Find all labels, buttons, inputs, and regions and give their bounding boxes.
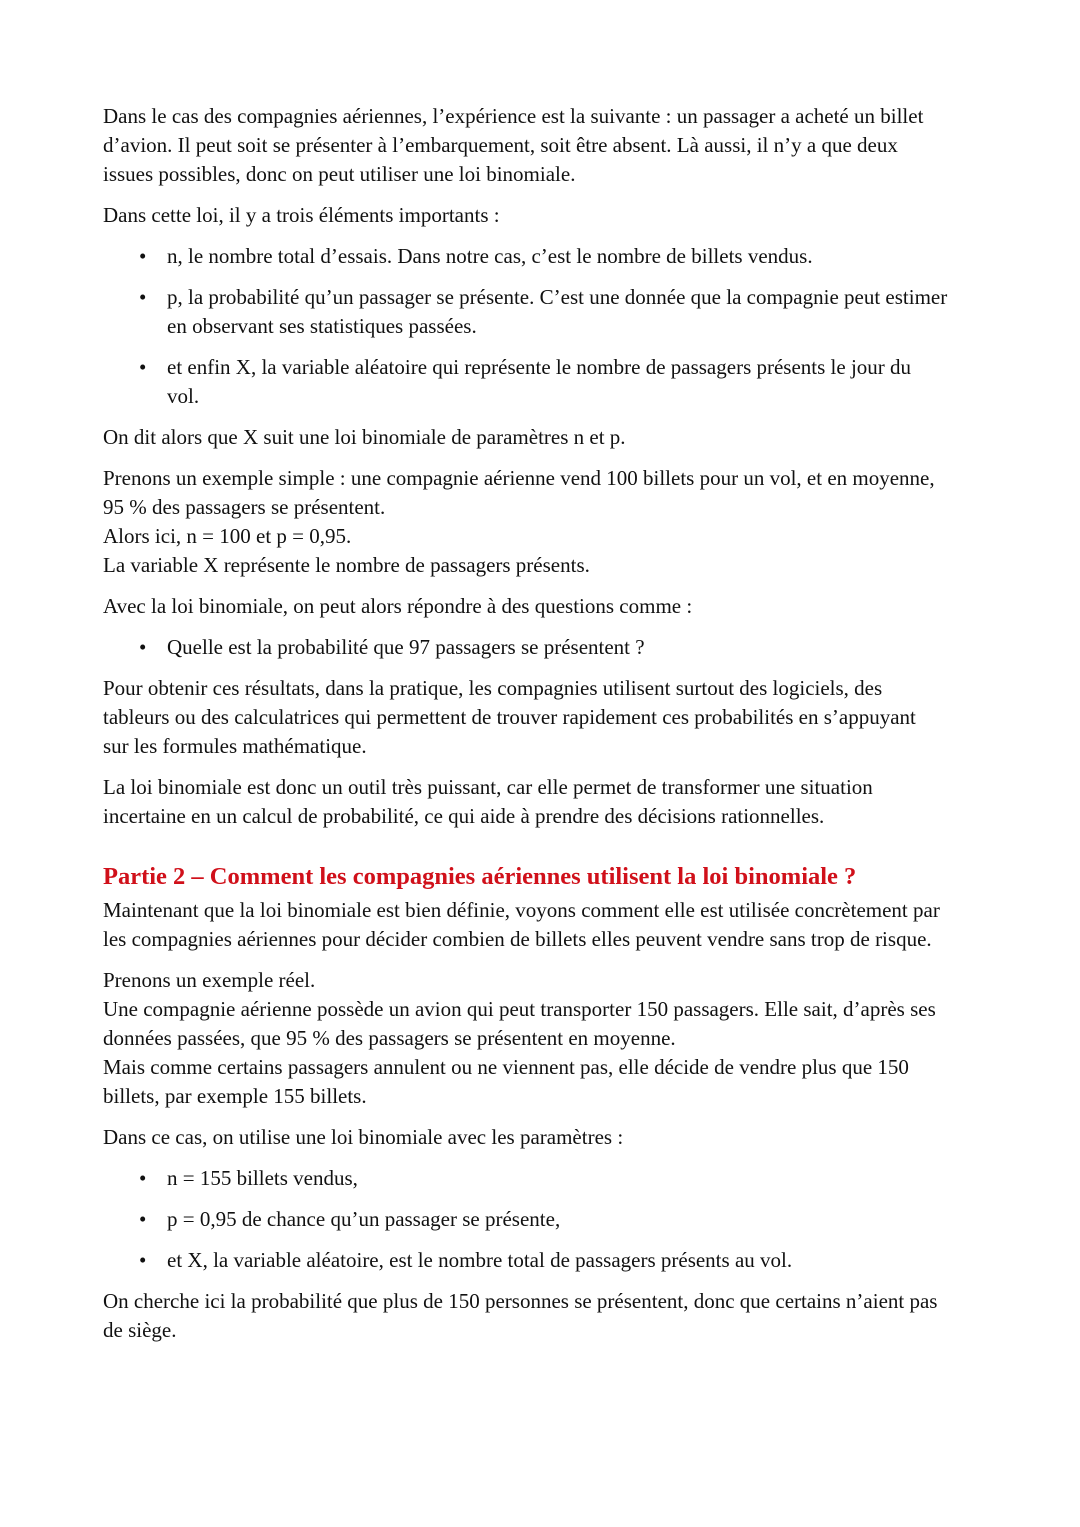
- text-line: d’avion. Il peut soit se présenter à l’embarquement, soit être absent. Là aussi, il n’y a que deux: [103, 133, 898, 157]
- paragraph: [103, 201, 983, 230]
- text-line: tableurs ou des calculatrices qui permettent de trouver rapidement ces probabilités en s’appuyant: [103, 705, 916, 729]
- bullet-icon: •: [139, 285, 147, 309]
- paragraph: [103, 896, 983, 954]
- text-line: Avec la loi binomiale, on peut alors répondre à des questions comme :: [103, 594, 693, 618]
- text-line: données passées, que 95 % des passagers se présentent en moyenne.: [103, 1026, 676, 1050]
- text-line: On cherche ici la probabilité que plus de 150 personnes se présentent, donc que certains n’aient pas: [103, 1289, 938, 1313]
- text-line: La variable X représente le nombre de passagers présents.: [103, 553, 590, 577]
- text-line: p, la probabilité qu’un passager se présente. C’est une donnée que la compagnie peut estimer: [167, 285, 948, 309]
- text-line: Dans le cas des compagnies aériennes, l’expérience est la suivante : un passager a acheté un billet: [103, 104, 924, 128]
- bullet-item: [103, 353, 983, 411]
- text-line: les compagnies aériennes pour décider combien de billets elles peuvent vendre sans trop de risque.: [103, 927, 932, 951]
- paragraph: [103, 592, 983, 621]
- bullet-item: [103, 1164, 983, 1193]
- document-page: [103, 102, 983, 1357]
- paragraph: [103, 773, 983, 831]
- paragraph: [103, 966, 983, 1111]
- paragraph: [103, 423, 983, 452]
- section-heading: Partie 2 – Comment les compagnies aériennes utilisent la loi binomiale ?: [103, 863, 857, 890]
- text-line: Prenons un exemple réel.: [103, 968, 316, 992]
- text-line: n = 155 billets vendus,: [167, 1166, 358, 1190]
- text-line: sur les formules mathématique.: [103, 734, 367, 758]
- text-line: p = 0,95 de chance qu’un passager se présente,: [167, 1207, 561, 1231]
- paragraph: [103, 102, 983, 189]
- text-line: vol.: [167, 384, 200, 408]
- text-line: Maintenant que la loi binomiale est bien définie, voyons comment elle est utilisée concrètement par: [103, 898, 940, 922]
- bullet-item: [103, 1205, 983, 1234]
- text-line: billets, par exemple 155 billets.: [103, 1084, 367, 1108]
- text-line: et X, la variable aléatoire, est le nombre total de passagers présents au vol.: [167, 1248, 793, 1272]
- text-line: n, le nombre total d’essais. Dans notre cas, c’est le nombre de billets vendus.: [167, 244, 813, 268]
- text-line: Pour obtenir ces résultats, dans la pratique, les compagnies utilisent surtout des logiciels, des: [103, 676, 883, 700]
- bullet-item: [103, 283, 983, 341]
- text-line: Dans ce cas, on utilise une loi binomiale avec les paramètres :: [103, 1125, 624, 1149]
- text-line: Quelle est la probabilité que 97 passagers se présentent ?: [167, 635, 645, 659]
- text-line: La loi binomiale est donc un outil très puissant, car elle permet de transformer une situation: [103, 775, 873, 799]
- text-line: On dit alors que X suit une loi binomiale de paramètres n et p.: [103, 425, 626, 449]
- text-line: et enfin X, la variable aléatoire qui représente le nombre de passagers présents le jour du: [167, 355, 912, 379]
- bullet-icon: •: [139, 1207, 147, 1231]
- bullet-icon: •: [139, 635, 147, 659]
- bullet-item: [103, 242, 983, 271]
- text-line: de siège.: [103, 1318, 177, 1342]
- text-line: en observant ses statistiques passées.: [167, 314, 477, 338]
- paragraph: [103, 1287, 983, 1345]
- bullet-icon: •: [139, 1248, 147, 1272]
- text-line: Dans cette loi, il y a trois éléments importants :: [103, 203, 500, 227]
- bullet-item: [103, 1246, 983, 1275]
- text-line: 95 % des passagers se présentent.: [103, 495, 386, 519]
- text-line: Une compagnie aérienne possède un avion qui peut transporter 150 passagers. Elle sait, d’après ses: [103, 997, 936, 1021]
- bullet-icon: •: [139, 355, 147, 379]
- bullet-item: [103, 633, 983, 662]
- text-line: Alors ici, n = 100 et p = 0,95.: [103, 524, 352, 548]
- text-line: incertaine en un calcul de probabilité, ce qui aide à prendre des décisions rationnelles.: [103, 804, 825, 828]
- paragraph: [103, 464, 983, 580]
- paragraph: [103, 674, 983, 761]
- paragraph: [103, 1123, 983, 1152]
- text-line: Prenons un exemple simple : une compagnie aérienne vend 100 billets pour un vol, et en moyenne,: [103, 466, 935, 490]
- bullet-icon: •: [139, 244, 147, 268]
- bullet-icon: •: [139, 1166, 147, 1190]
- text-line: issues possibles, donc on peut utiliser une loi binomiale.: [103, 162, 576, 186]
- text-line: Mais comme certains passagers annulent ou ne viennent pas, elle décide de vendre plus que 150: [103, 1055, 909, 1079]
